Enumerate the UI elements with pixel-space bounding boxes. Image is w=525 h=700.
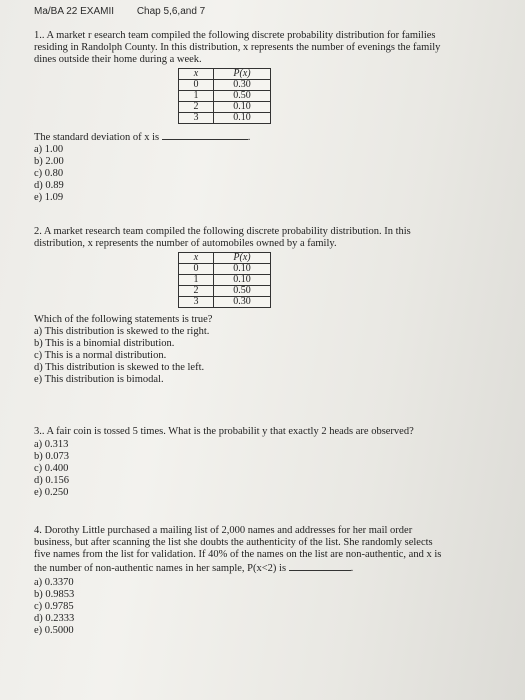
q2-text-line-2: distribution, x represents the number of automobiles owned by a family. — [34, 238, 337, 249]
q4-text-line-1: 4. Dorothy Little purchased a mailing list of 2,000 names and addresses for her mail order — [34, 525, 413, 536]
question-4 — [34, 525, 514, 637]
option-item: c) This is a normal distribution. — [34, 350, 167, 361]
table-row — [179, 286, 271, 297]
option-item: a) 0.3370 — [34, 577, 74, 588]
q4-text-line-3: five names from the list for validation. If 40% of the names on the list are non-authentic, and x is — [34, 549, 442, 560]
q1-options — [34, 144, 504, 204]
q3-text: 3.. A fair coin is tossed 5 times. What is the probabilit y that exactly 2 heads are observed? — [34, 426, 414, 437]
option-item: c) 0.400 — [34, 463, 69, 474]
option-item: b) 2.00 — [34, 156, 64, 167]
page-header — [34, 6, 225, 17]
cell-x: 2 — [179, 102, 214, 113]
q1-text-line-3: dines outside their home during a week. — [34, 54, 202, 65]
q1-text-line-2: residing in Randolph County. In this distribution, x represents the number of evenings the family — [34, 42, 441, 53]
option-item: a) 0.313 — [34, 439, 69, 450]
option-item: a) This distribution is skewed to the right. — [34, 326, 210, 337]
cell-x: 3 — [179, 297, 214, 308]
table-row — [179, 113, 271, 124]
table-row — [179, 102, 271, 113]
option-item: c) 0.9785 — [34, 601, 74, 612]
table-row — [179, 91, 271, 102]
cell-px: 0.10 — [214, 264, 271, 275]
q4-text-line-2: business, but after scanning the list she doubts the authenticity of the list. She randomly selects — [34, 537, 433, 548]
option-item: e) This distribution is bimodal. — [34, 374, 164, 385]
q4-options — [34, 577, 514, 637]
table-header-row — [179, 69, 271, 80]
table-header-row — [179, 253, 271, 264]
q1-prompt-text: The standard deviation of x is — [34, 132, 160, 143]
table-row — [179, 297, 271, 308]
question-1 — [34, 30, 504, 204]
cell-px: 0.10 — [214, 275, 271, 286]
option-item: d) This distribution is skewed to the left. — [34, 362, 205, 373]
question-2 — [34, 226, 504, 386]
cell-x: 0 — [179, 264, 214, 275]
q1-distribution-table — [178, 68, 271, 124]
option-item: b) This is a binomial distribution. — [34, 338, 175, 349]
q1-text-line-1: 1.. A market r esearch team compiled the following discrete probability distribution for families — [34, 30, 436, 41]
cell-x: 3 — [179, 113, 214, 124]
option-item: a) 1.00 — [34, 144, 64, 155]
q1-prompt: The standard deviation of x is . — [34, 132, 251, 143]
answer-blank — [162, 130, 248, 140]
cell-px: 0.30 — [214, 297, 271, 308]
option-item: b) 0.073 — [34, 451, 69, 462]
q4-prompt-text: the number of non-authentic names in her sample, P(x<2) is — [34, 563, 287, 574]
q2-text-line-1: 2. A market research team compiled the following discrete probability distribution. In this — [34, 226, 411, 237]
cell-px: 0.30 — [214, 80, 271, 91]
cell-px: 0.50 — [214, 91, 271, 102]
q2-options — [34, 326, 504, 386]
answer-blank — [289, 561, 351, 571]
option-item: d) 0.89 — [34, 180, 64, 191]
option-item: b) 0.9853 — [34, 589, 75, 600]
q2-prompt: Which of the following statements is true? — [34, 314, 213, 325]
option-item: e) 0.250 — [34, 487, 69, 498]
table-row — [179, 275, 271, 286]
column-header-x: x — [179, 253, 214, 264]
option-item: d) 0.2333 — [34, 613, 75, 624]
option-item: c) 0.80 — [34, 168, 64, 179]
cell-x: 0 — [179, 80, 214, 91]
question-3 — [34, 426, 504, 499]
q2-distribution-table — [178, 252, 271, 308]
column-header-px: P(x) — [214, 69, 271, 80]
column-header-px: P(x) — [214, 253, 271, 264]
cell-px: 0.50 — [214, 286, 271, 297]
cell-x: 2 — [179, 286, 214, 297]
cell-x: 1 — [179, 275, 214, 286]
option-item: e) 1.09 — [34, 192, 64, 203]
column-header-x: x — [179, 69, 214, 80]
table-row — [179, 264, 271, 275]
q3-options — [34, 439, 504, 499]
table-row — [179, 80, 271, 91]
option-item: e) 0.5000 — [34, 625, 74, 636]
cell-px: 0.10 — [214, 113, 271, 124]
cell-x: 1 — [179, 91, 214, 102]
q4-text-line-4: the number of non-authentic names in her sample, P(x<2) is . — [34, 563, 354, 574]
option-item: d) 0.156 — [34, 475, 69, 486]
chapters-label: Chap 5,6,and 7 — [136, 6, 206, 17]
cell-px: 0.10 — [214, 102, 271, 113]
course-label: Ma/BA 22 EXAMII — [34, 6, 115, 17]
